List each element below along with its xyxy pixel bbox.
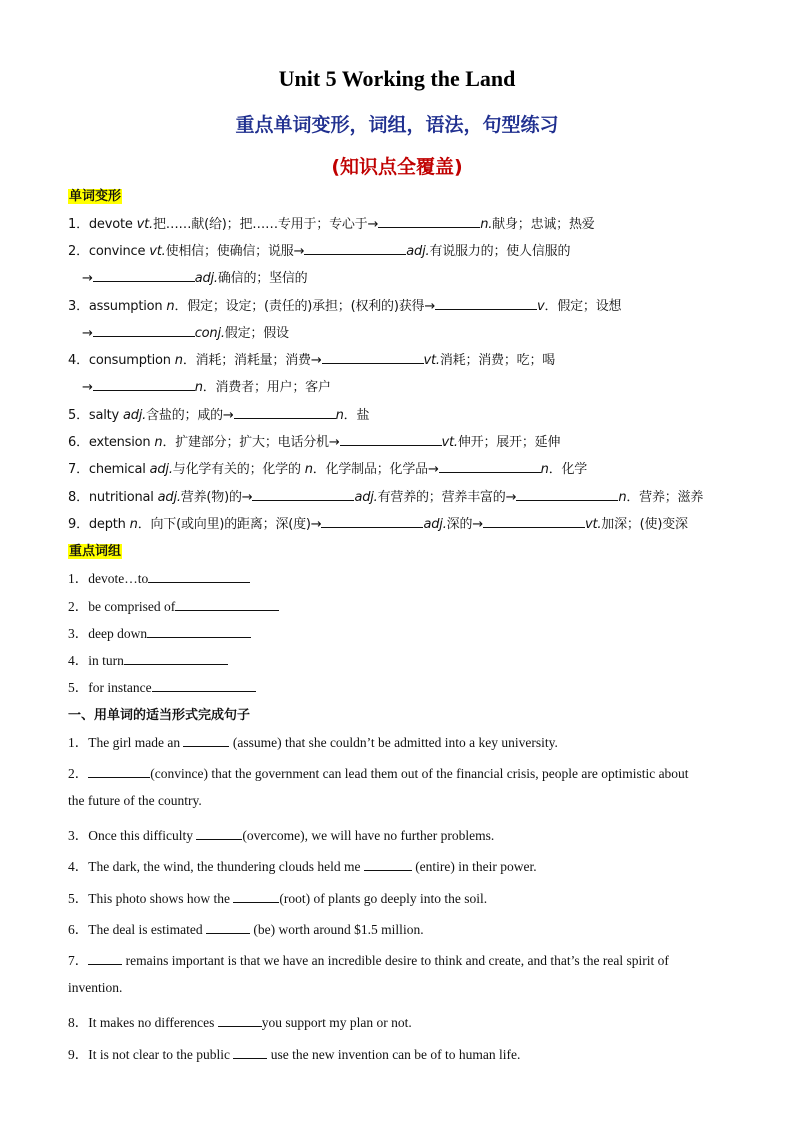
exercise-item: 8．It makes no differences you support my plan or not.: [68, 1015, 412, 1030]
phrase-item: 4．in turn: [68, 649, 228, 669]
answer-blank[interactable]: [147, 625, 251, 638]
word-form-item: 5．salty adj.含盐的；咸的→ n．盐: [68, 408, 370, 423]
answer-blank[interactable]: [252, 488, 354, 501]
phrase-item: 3．deep down: [68, 622, 251, 642]
answer-blank[interactable]: [206, 921, 250, 934]
exercise-item: 1．The girl made an (assume) that she couldn’t be admitted into a key university.: [68, 735, 558, 750]
answer-blank[interactable]: [124, 652, 228, 665]
word-form-item: 8．nutritional adj.营养(物)的→ adj.有营养的；营养丰富的→ n．营养；滋养: [68, 490, 704, 505]
section-phrases: 重点词组: [69, 544, 122, 559]
answer-blank[interactable]: [93, 324, 195, 337]
phrase-item: 1．devote…to: [68, 567, 250, 587]
word-form-item: 9．depth n．向下(或向里)的距离；深(度)→ adj.深的→ vt.加深；(使)变深: [68, 517, 688, 532]
word-form-item: 1．devote vt.把……献(给)；把……专用于；专心于→ n.献身；忠诚；热爱: [68, 217, 595, 232]
word-form-item: 2．convince vt.使相信；使确信；说服→ adj.有说服力的；使人信服的: [68, 244, 571, 259]
exercise-item: 4．The dark, the wind, the thundering clouds held me (entire) in their power.: [68, 859, 537, 874]
answer-blank[interactable]: [378, 215, 480, 228]
word-form-item-continued: → conj.假定；假设: [82, 326, 289, 341]
phrase-item: 5．for instance: [68, 676, 256, 696]
answer-blank[interactable]: [435, 297, 537, 310]
word-form-item-continued: → n．消费者；用户；客户: [82, 380, 331, 395]
word-form-item: 4．consumption n．消耗；消耗量；消费→ vt.消耗；消费；吃；喝: [68, 353, 556, 368]
exercise-item: 5．This photo shows how the (root) of plants go deeply into the soil.: [68, 891, 488, 906]
answer-blank[interactable]: [233, 1046, 267, 1059]
answer-blank[interactable]: [148, 570, 250, 583]
exercise-item-continued: invention.: [68, 980, 123, 995]
page-subtitle-note: (知识点全覆盖): [331, 156, 463, 178]
exercise-heading: 一、用单词的适当形式完成句子: [68, 708, 251, 723]
exercise-item: 7． remains important is that we have an incredible desire to think and create, and that’s the real spirit of: [68, 953, 669, 968]
word-form-item-continued: → adj.确信的；坚信的: [82, 271, 308, 286]
exercise-item: 6．The deal is estimated (be) worth around $1.5 million.: [68, 922, 424, 937]
section-word-forms: 单词变形: [69, 189, 122, 204]
answer-blank[interactable]: [88, 952, 122, 965]
answer-blank[interactable]: [88, 765, 150, 778]
answer-blank[interactable]: [304, 242, 406, 255]
answer-blank[interactable]: [364, 858, 412, 871]
answer-blank[interactable]: [175, 598, 279, 611]
answer-blank[interactable]: [196, 827, 242, 840]
exercise-item-continued: the future of the country.: [68, 793, 202, 808]
answer-blank[interactable]: [321, 515, 423, 528]
exercise-item: 2． (convince) that the government can lead them out of the financial crisis, people are optimistic about: [68, 766, 689, 781]
page-title: Unit 5 Working the Land: [278, 66, 516, 91]
phrase-item: 2．be comprised of: [68, 595, 279, 615]
answer-blank[interactable]: [439, 460, 541, 473]
answer-blank[interactable]: [340, 433, 442, 446]
answer-blank[interactable]: [322, 351, 424, 364]
answer-blank[interactable]: [93, 378, 195, 391]
answer-blank[interactable]: [152, 679, 256, 692]
answer-blank[interactable]: [516, 488, 618, 501]
answer-blank[interactable]: [183, 734, 229, 747]
page-subtitle: 重点单词变形，词组，语法，句型练习: [235, 114, 559, 136]
answer-blank[interactable]: [93, 269, 195, 282]
answer-blank[interactable]: [218, 1014, 262, 1027]
answer-blank[interactable]: [483, 515, 585, 528]
exercise-item: 3．Once this difficulty (overcome), we will have no further problems.: [68, 828, 495, 843]
word-form-item: 6．extension n．扩建部分；扩大；电话分机→ vt.伸开；展开；延伸: [68, 435, 561, 450]
exercise-item: 9．It is not clear to the public use the new invention can be of to human life.: [68, 1047, 521, 1062]
word-form-item: 7．chemical adj.与化学有关的；化学的 n．化学制品；化学品→ n．化学: [68, 462, 588, 477]
answer-blank[interactable]: [234, 406, 336, 419]
answer-blank[interactable]: [233, 890, 279, 903]
word-form-item: 3．assumption n．假定；设定；(责任的)承担；(权利的)获得→ v．假定；设想: [68, 299, 622, 314]
